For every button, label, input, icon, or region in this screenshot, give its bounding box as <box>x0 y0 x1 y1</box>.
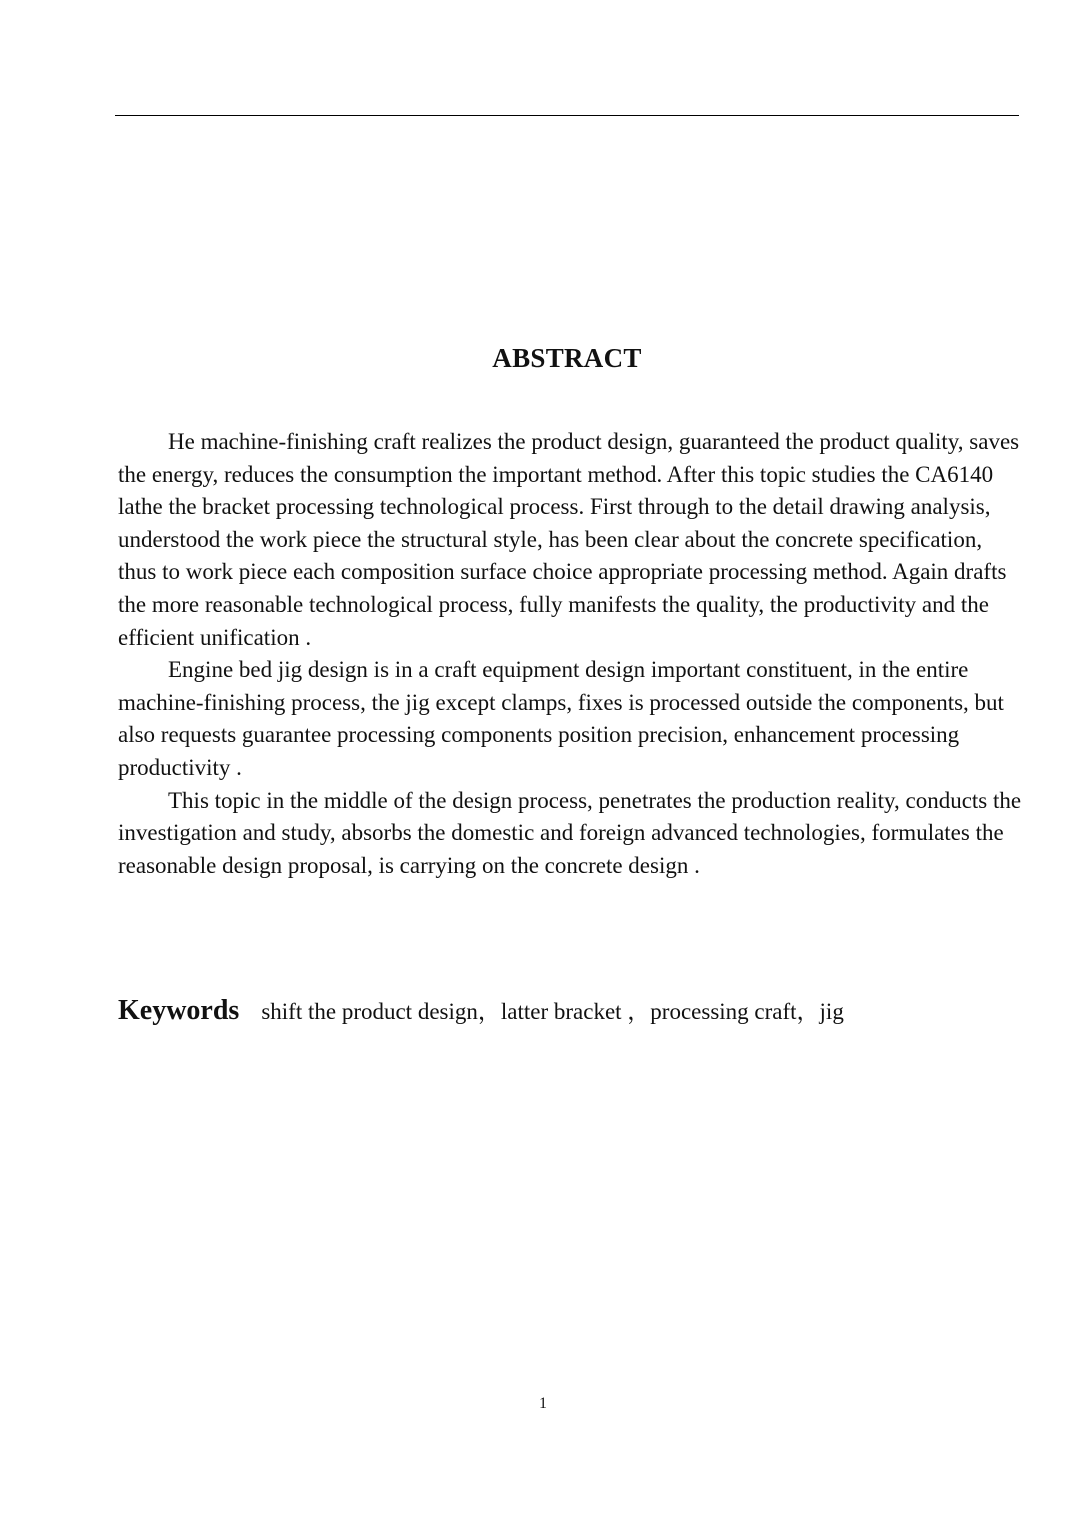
header-rule <box>115 115 1019 116</box>
keywords-text: shift the product design，latter bracket ，processing craft，jig <box>261 999 844 1024</box>
page-number: 1 <box>539 1395 547 1412</box>
keywords-line <box>118 993 1018 1030</box>
abstract-paragraph-2: Engine bed jig design is in a craft equipment design important constituent, in the entire machine-finishing process, the jig except clamps, fixes is processed outside the components, but also requests guarantee processing components position precision, enhancement processing productivity . <box>118 657 1004 780</box>
abstract-title: ABSTRACT <box>492 343 642 373</box>
abstract-body <box>118 426 1023 882</box>
abstract-paragraph-3: This topic in the middle of the design process, penetrates the production reality, conducts the investigation and study, absorbs the domestic and foreign advanced technologies, formulates the reasonable design proposal, is carrying on the concrete design . <box>118 787 1022 878</box>
keywords-label: Keywords <box>118 995 240 1026</box>
abstract-paragraph-1: He machine-finishing craft realizes the product design, guaranteed the product quality, saves the energy, reduces the consumption the important method. After this topic studies the CA6140 lathe the bracket processing technological process. First through to the detail drawing analysis, understood the work piece the structural style, has been clear about the concrete specification, thus to work piece each composition surface choice appropriate processing method. Again drafts the more reasonable technological process, fully manifests the quality, the productivity and the efficient unification . <box>118 429 1020 650</box>
